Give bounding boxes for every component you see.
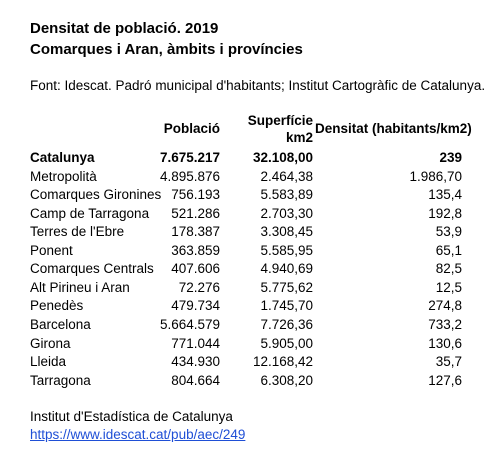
row-superficie: 1.745,70: [260, 298, 313, 314]
row-densitat: 192,8: [428, 205, 462, 221]
row-densitat: 130,6: [428, 335, 462, 351]
row-name: Penedès: [30, 298, 84, 314]
row-poblacio: 756.193: [171, 187, 220, 203]
table-row: [30, 317, 470, 336]
page-subtitle: Comarques i Aran, àmbits i províncies: [30, 41, 303, 58]
table-row: [30, 298, 470, 317]
table-row: [30, 261, 470, 280]
row-superficie: 3.308,45: [260, 224, 313, 240]
row-superficie: 4.940,69: [260, 261, 313, 277]
row-name: Ponent: [30, 242, 73, 258]
row-name: Terres de l'Ebre: [30, 224, 125, 240]
table-row: [30, 373, 470, 392]
row-poblacio: 434.930: [171, 354, 220, 370]
row-densitat: 82,5: [435, 261, 462, 277]
row-poblacio: 5.664.579: [160, 316, 221, 332]
table-row: [30, 224, 470, 243]
row-poblacio: 4.895.876: [160, 168, 221, 184]
header-superficie: [230, 112, 313, 146]
row-densitat: 733,2: [428, 316, 462, 332]
row-poblacio: 771.044: [171, 335, 220, 351]
source-note: Font: Idescat. Padró municipal d'habitants; Institut Cartogràfic de Catalunya.: [30, 78, 486, 93]
row-name: Barcelona: [30, 316, 91, 332]
row-densitat: 12,5: [435, 279, 462, 295]
row-superficie: 12.168,42: [252, 354, 313, 370]
row-densitat: 53,9: [435, 224, 462, 240]
table-row: [30, 354, 470, 373]
footer-institution: Institut d'Estadística de Catalunya: [30, 409, 233, 424]
row-name: Comarques Centrals: [30, 261, 154, 277]
table-row: [30, 206, 470, 225]
row-name: Lleida: [30, 354, 67, 370]
row-name: Alt Pirineu i Aran: [30, 279, 130, 295]
row-superficie: 5.585,95: [260, 242, 313, 258]
row-superficie: 2.703,30: [260, 205, 313, 221]
header-superficie-line1: Superfície: [247, 113, 313, 128]
row-name: Tarragona: [30, 372, 91, 388]
row-superficie: 6.308,20: [260, 372, 313, 388]
row-poblacio: 178.387: [171, 224, 220, 240]
table-row: [30, 187, 470, 206]
row-superficie: 5.583,89: [260, 187, 313, 203]
page-title: Densitat de població. 2019: [30, 20, 219, 37]
row-poblacio: 479.734: [171, 298, 220, 314]
row-name: Comarques Gironines: [30, 187, 162, 203]
row-densitat: 35,7: [435, 354, 462, 370]
row-name: Metropolità: [30, 168, 97, 184]
row-densitat: 1.986,70: [409, 168, 462, 184]
row-poblacio: 72.276: [178, 279, 220, 295]
row-poblacio: 407.606: [171, 261, 220, 277]
row-superficie: 5.775,62: [260, 279, 313, 295]
header-superficie-line2: km2: [285, 130, 313, 145]
header-densitat: Densitat (habitants/km2): [315, 121, 472, 136]
row-densitat: 135,4: [428, 187, 462, 203]
row-densitat: 65,1: [435, 242, 462, 258]
row-densitat: 239: [439, 150, 462, 165]
row-superficie: 7.726,36: [260, 316, 313, 332]
table-row: [30, 280, 470, 299]
header-poblacio: Població: [163, 121, 220, 136]
table-row: [30, 243, 470, 262]
table-row-total: [30, 150, 470, 169]
table-row: [30, 169, 470, 188]
footer-link[interactable]: https://www.idescat.cat/pub/aec/249: [30, 427, 246, 442]
row-superficie: 32.108,00: [252, 150, 313, 165]
row-poblacio: 521.286: [171, 205, 220, 221]
row-superficie: 5.905,00: [260, 335, 313, 351]
row-superficie: 2.464,38: [260, 168, 313, 184]
row-poblacio: 7.675.217: [160, 150, 221, 165]
row-densitat: 127,6: [428, 372, 462, 388]
row-name: Girona: [30, 335, 71, 351]
row-name: Camp de Tarragona: [30, 205, 150, 221]
row-densitat: 274,8: [428, 298, 462, 314]
table-row: [30, 336, 470, 355]
row-poblacio: 363.859: [171, 242, 220, 258]
row-poblacio: 804.664: [171, 372, 220, 388]
row-name: Catalunya: [30, 150, 95, 165]
